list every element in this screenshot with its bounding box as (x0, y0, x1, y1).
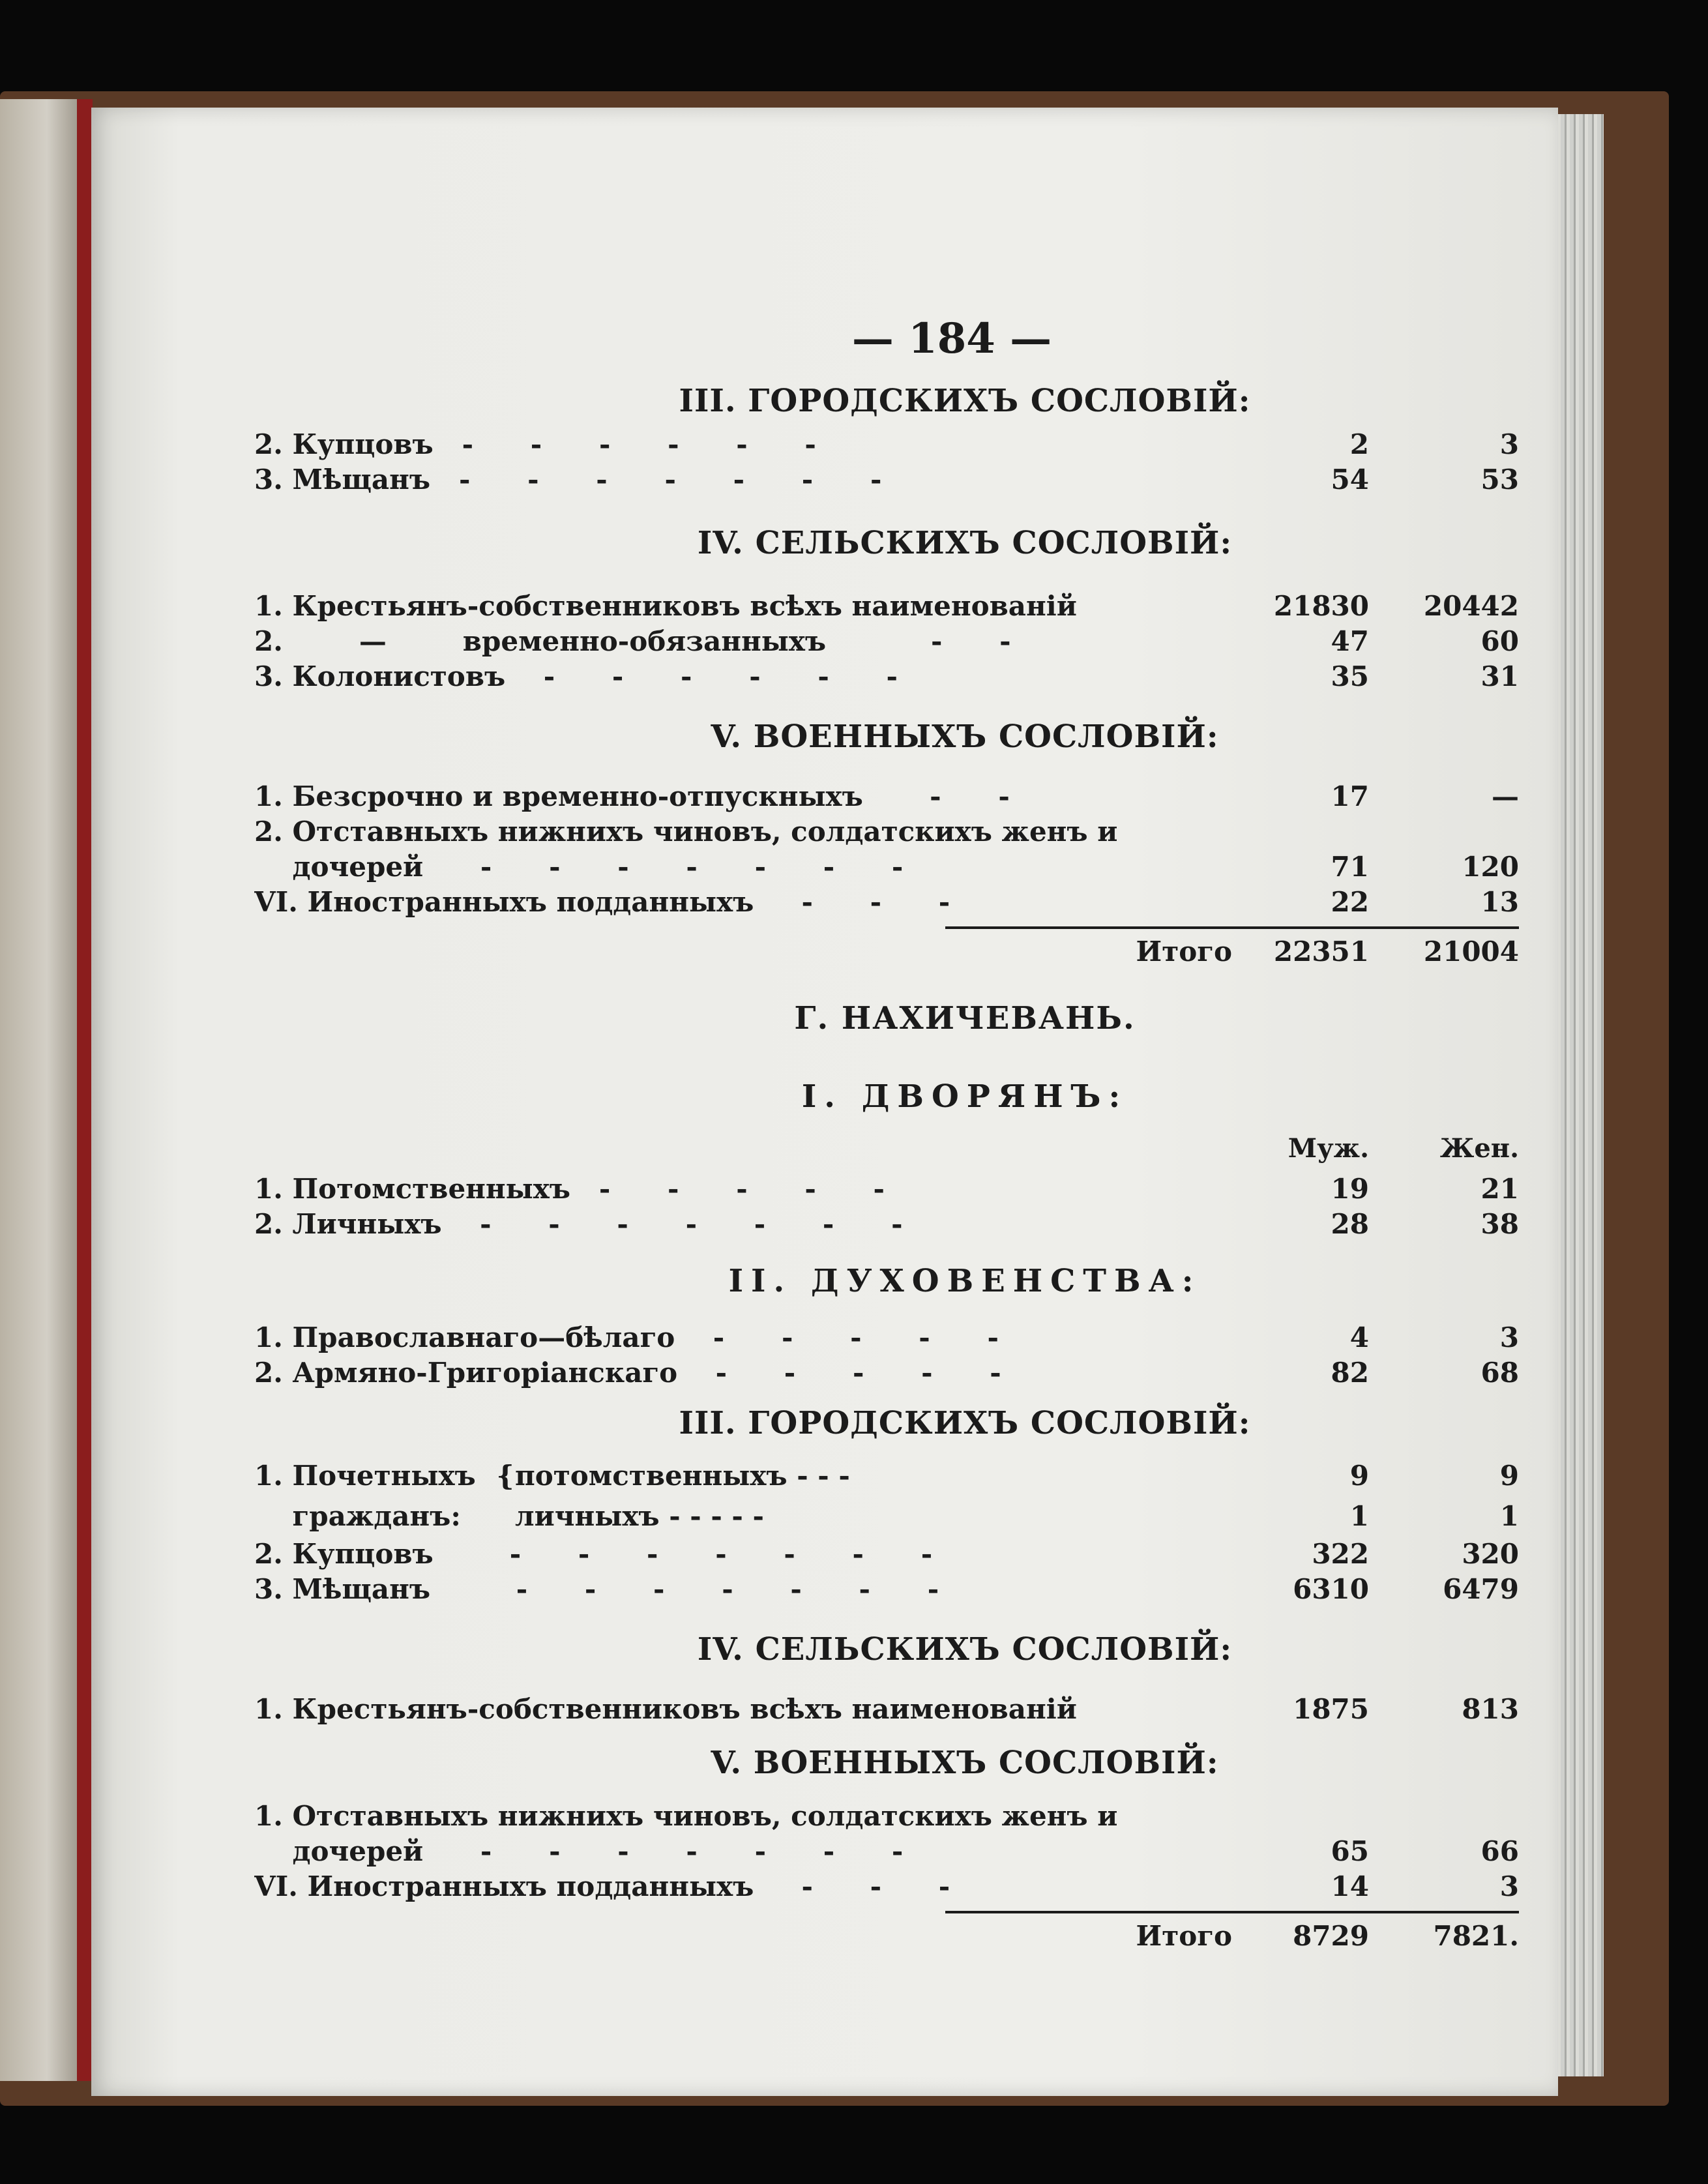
row-label: дочерей - - - - - - - (254, 851, 904, 883)
male-value: 4 (1349, 1321, 1369, 1353)
female-value: 6479 (1443, 1573, 1519, 1605)
row-label: 2. Личныхъ - - - - - - - (254, 1208, 903, 1240)
male-value: 28 (1331, 1208, 1369, 1240)
row-label: 3. Мѣщанъ - - - - - - - (254, 464, 882, 495)
table-row (254, 885, 1519, 920)
section-heading-urban-nakh: III. ГОРОДСКИХЪ СОСЛОВIЙ: (679, 1405, 1251, 1441)
row-label: 2. Купцовъ - - - - - - - (254, 1538, 933, 1570)
total-row (254, 1919, 1519, 1954)
column-headers (254, 1126, 1519, 1172)
female-value: 120 (1462, 851, 1519, 883)
total-label: Итого (1136, 936, 1232, 967)
row-label: гражданъ: (254, 1500, 461, 1532)
table-row (254, 1456, 1519, 1496)
table-row (254, 849, 1519, 885)
male-value: 14 (1331, 1870, 1369, 1902)
female-value: 3 (1499, 428, 1519, 460)
female-value: 66 (1480, 1835, 1519, 1867)
female-value: 21 (1480, 1173, 1519, 1205)
page-content (254, 192, 1519, 1954)
row-label: 2. Отставныхъ нижнихъ чиновъ, солдатскихъ женъ и (254, 816, 1118, 848)
brace-glyph: { (496, 1460, 514, 1492)
male-value: 1 (1349, 1500, 1369, 1532)
table-row (254, 1172, 1519, 1207)
male-value: 322 (1312, 1538, 1369, 1570)
table-row (254, 589, 1519, 624)
total-male: 22351 (1273, 936, 1369, 967)
row-label: 3. Колонистовъ - - - - - - (254, 660, 898, 692)
section-heading-clergy: II. ДУХОВЕНСТВА: (728, 1263, 1201, 1299)
table-row (254, 427, 1519, 462)
male-value: 1875 (1293, 1693, 1369, 1725)
left-page-edge (0, 99, 78, 2081)
section-heading-rural: IV. СЕЛЬСКИХЪ СОСЛОВIЙ: (697, 525, 1233, 561)
female-value: 68 (1480, 1357, 1519, 1389)
row-label: 1. Безсрочно и временно-отпускныхъ - - (254, 780, 1010, 812)
female-value: 20442 (1423, 590, 1519, 622)
row-label: 3. Мѣщанъ - - - - - - - (254, 1573, 939, 1605)
male-value: 82 (1331, 1357, 1369, 1389)
column-female: Жен. (1439, 1133, 1519, 1164)
table-row (254, 1834, 1519, 1869)
page-number: — 184 — (851, 314, 1052, 363)
male-value: 35 (1331, 660, 1369, 692)
male-value: 19 (1331, 1173, 1369, 1205)
book-page (91, 108, 1558, 2096)
female-value: 3 (1499, 1321, 1519, 1353)
female-value: 3 (1499, 1870, 1519, 1902)
table-row (254, 1799, 1519, 1834)
female-value: 60 (1480, 625, 1519, 657)
row-label: 2. Купцовъ - - - - - - (254, 428, 816, 460)
bookmark-ribbon-edge (77, 99, 93, 2081)
male-value: 71 (1331, 851, 1369, 883)
section-heading-military: V. ВОЕННЫХЪ СОСЛОВIЙ: (711, 718, 1219, 755)
table-row (254, 659, 1519, 694)
section-heading-nobles: I. ДВОРЯНЪ: (801, 1078, 1128, 1115)
male-value: 47 (1331, 625, 1369, 657)
table-row (254, 1869, 1519, 1904)
total-label: Итого (1136, 1920, 1232, 1952)
male-value: 9 (1349, 1460, 1369, 1492)
male-value: 2 (1349, 428, 1369, 460)
table-row (254, 1692, 1519, 1727)
section-heading-rural-nakh: IV. СЕЛЬСКИХЪ СОСЛОВIЙ: (697, 1631, 1233, 1668)
female-value: 1 (1499, 1500, 1519, 1532)
table-row (254, 1207, 1519, 1242)
male-value: 65 (1331, 1835, 1369, 1867)
column-male: Муж. (1288, 1133, 1369, 1164)
row-label: дочерей - - - - - - - (254, 1835, 904, 1867)
female-value: 53 (1480, 464, 1519, 495)
row-label: 1. Почетныхъ (254, 1460, 476, 1492)
table-row (254, 462, 1519, 497)
male-value: 6310 (1293, 1573, 1369, 1605)
table-row (254, 1320, 1519, 1355)
total-male: 8729 (1293, 1920, 1369, 1952)
female-value: 320 (1462, 1538, 1519, 1570)
row-label: 2. — временно-обязанныхъ - - (254, 625, 1011, 657)
row-label: 2. Армяно-Григорiанскаго - - - - - (254, 1357, 1001, 1389)
female-value: 38 (1480, 1208, 1519, 1240)
city-title: Г. НАХИЧЕВАНЬ. (794, 1000, 1136, 1037)
row-label: 1. Православнаго—бѣлаго - - - - - (254, 1321, 999, 1353)
section-heading-urban: III. ГОРОДСКИХЪ СОСЛОВIЙ: (679, 383, 1251, 419)
total-rule (945, 926, 1519, 929)
table-row (254, 1496, 1519, 1537)
male-value: 54 (1331, 464, 1369, 495)
row-label: VI. Иностранныхъ подданныхъ - - - (254, 1870, 950, 1902)
total-rule (945, 1911, 1519, 1913)
table-row (254, 1572, 1519, 1607)
row-label: VI. Иностранныхъ подданныхъ - - - (254, 886, 950, 918)
table-row (254, 779, 1519, 814)
female-value: — (1492, 780, 1519, 812)
male-value: 17 (1331, 780, 1369, 812)
row-sublabel: личныхъ - - - - - (515, 1500, 764, 1532)
table-row (254, 1537, 1519, 1572)
male-value: 21830 (1273, 590, 1369, 622)
total-row (254, 934, 1519, 969)
total-female: 7821. (1433, 1920, 1519, 1952)
female-value: 31 (1480, 660, 1519, 692)
page-stack-edges (1552, 114, 1604, 2076)
male-value: 22 (1331, 886, 1369, 918)
female-value: 813 (1462, 1693, 1519, 1725)
table-row (254, 814, 1519, 849)
row-label: 1. Крестьянъ-собственниковъ всѣхъ наименованiй (254, 590, 1077, 622)
table-row (254, 624, 1519, 659)
table-row (254, 1355, 1519, 1391)
total-female: 21004 (1423, 936, 1519, 967)
section-heading-military-nakh: V. ВОЕННЫХЪ СОСЛОВIЙ: (711, 1745, 1219, 1781)
row-label: 1. Отставныхъ нижнихъ чиновъ, солдатскихъ женъ и (254, 1800, 1118, 1832)
row-label: 1. Потомственныхъ - - - - - (254, 1173, 885, 1205)
female-value: 13 (1480, 886, 1519, 918)
row-sublabel: потомственныхъ - - - (515, 1460, 850, 1492)
row-label: 1. Крестьянъ-собственниковъ всѣхъ наименованiй (254, 1693, 1077, 1725)
female-value: 9 (1499, 1460, 1519, 1492)
